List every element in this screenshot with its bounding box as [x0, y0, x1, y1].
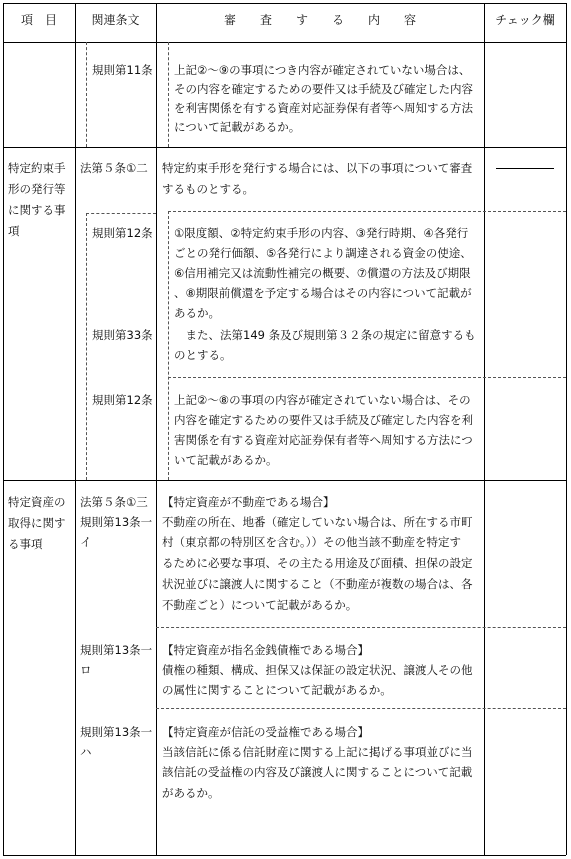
row3-text-line: 当該信託に係る信託財産に関する上記に掲げる事項並びに当: [162, 745, 473, 759]
table-left-border: [3, 3, 4, 855]
row2-item-line: に関する事: [8, 203, 66, 217]
row2-text-line: 害関係を有する資産対応証券保有者等へ周知する方法につ: [174, 433, 473, 447]
row3-dashed-line-1: [156, 627, 566, 628]
row2-ref-12b: 規則第12条: [92, 393, 153, 407]
row3-text-line: 【特定資産が指名金銭債権である場合】: [162, 643, 369, 657]
row3-text-line: 不動産の所在、地番（確定していない場合は、所在する市町: [162, 515, 473, 529]
row2-text-line: あるか。: [174, 306, 220, 320]
row1-text-line: について記載があるか。: [174, 120, 301, 134]
row3-text-line: 状況並びに譲渡人に関すること（不動産が複数の場合は、各: [162, 577, 473, 591]
row2-item-line: 形の発行等: [8, 182, 66, 196]
row3-ref-line: 法第５条①三: [80, 495, 148, 509]
header-bottom-border: [3, 42, 566, 43]
row3-text-line: るために必要な事項、その主たる用途及び面積、担保の設定: [162, 556, 473, 570]
row3-ref-line: イ: [80, 535, 92, 549]
row2-text-line: ⑥信用補完又は流動性補完の概要、⑦償還の方法及び期限: [174, 266, 471, 280]
header-related: 関連条文: [91, 13, 140, 27]
row3-ref-line: 規則第13条一: [80, 515, 153, 529]
row1-content-dashed-line: [168, 42, 169, 147]
row2-text-line: 、⑧期限前償還を予定する場合はその内容について記載が: [174, 286, 472, 300]
row3-text-line: 【特定資産が不動産である場合】: [162, 495, 335, 509]
row2-ref-33: 規則第33条: [92, 328, 153, 342]
row2-text-line: また、法第149 条及び規則第３２条の規定に留意するも: [174, 328, 476, 342]
header-content: 審 査 す る 内 容: [223, 13, 416, 27]
row2-text-line: いて記載があるか。: [174, 453, 278, 467]
table-bottom-border: [3, 855, 566, 856]
row3-item-line: 特定資産の: [8, 495, 66, 509]
row3-dashed-line-2: [156, 708, 566, 709]
row3-text-line: 【特定資産が信託の受益権である場合】: [162, 725, 369, 739]
row2-ref-dashed-line: [86, 213, 87, 480]
row2-ref-12a: 規則第12条: [92, 226, 153, 240]
col-divider-2: [156, 3, 157, 855]
row3-text-line: 村（東京都の特別区を含む。））その他当該不動産を特定す: [162, 535, 461, 549]
col-divider-1: [75, 3, 76, 855]
row1-text-line: を利害関係を有する資産対応証券保有者等へ周知する方法: [174, 101, 473, 115]
row2-text-line: 特定約束手形を発行する場合には、以下の事項について審査: [162, 161, 473, 175]
row2-ref-dashed-top: [86, 213, 156, 214]
row2-text-line: 内容を確定するための要件又は手続及び確定した内容を利: [174, 413, 473, 427]
row2-text-line: ①限度額、②特定約束手形の内容、③発行時期、④各発行: [174, 226, 469, 240]
col-divider-3: [484, 3, 485, 855]
row2-text-line: のとする。: [174, 348, 232, 362]
row3-item-line: 取得に関す: [8, 516, 66, 530]
row1-ref-dashed-line: [86, 42, 87, 147]
row2-text-line: 上記②～⑧の事項の内容が確定されていない場合は、その: [174, 393, 471, 407]
table-right-border: [566, 3, 567, 855]
row3-text-line: があるか。: [162, 786, 220, 800]
row2-content-dashed-mid: [168, 377, 566, 378]
row3-text-line: 該信託の受益権の内容及び譲渡人に関することについて記載: [162, 765, 473, 779]
header-check: チェック欄: [495, 13, 555, 27]
row1-ref: 規則第11条: [92, 63, 153, 77]
row3-text-line: 債権の種類、構成、担保又は保証の設定状況、譲渡人その他: [162, 663, 473, 677]
row2-item-line: 項: [8, 224, 20, 238]
row1-text-line: その内容を確定するための要件又は手続及び確定した内容: [174, 82, 473, 96]
row2-text-line: するものとする。: [162, 182, 254, 196]
row3-item-line: る事項: [8, 537, 43, 551]
row2-ref-main: 法第５条①二: [80, 161, 148, 175]
row2-content-dashed-line: [168, 211, 169, 480]
row3-text-line: 不動産ごと）について記載があるか。: [162, 598, 358, 612]
header-item: 項 目: [20, 13, 57, 27]
row3-ref-line: ロ: [80, 663, 92, 677]
row2-text-line: ごとの発行価額、⑤各発行により調達される資金の使途、: [174, 246, 472, 260]
row2-item-line: 特定約束手: [8, 161, 66, 175]
row2-content-dashed-top: [168, 211, 566, 212]
check-dash: [496, 168, 554, 169]
row2-bottom-border: [3, 480, 566, 481]
row3-ref-line: ハ: [80, 745, 92, 759]
row1-text-line: 上記②～⑨の事項につき内容が確定されていない場合は、: [174, 63, 471, 77]
row1-bottom-border: [3, 147, 566, 148]
row3-ref-line: 規則第13条一: [80, 725, 153, 739]
row3-ref-line: 規則第13条一: [80, 643, 153, 657]
row3-text-line: の属性に関することについて記載があるか。: [162, 683, 392, 697]
